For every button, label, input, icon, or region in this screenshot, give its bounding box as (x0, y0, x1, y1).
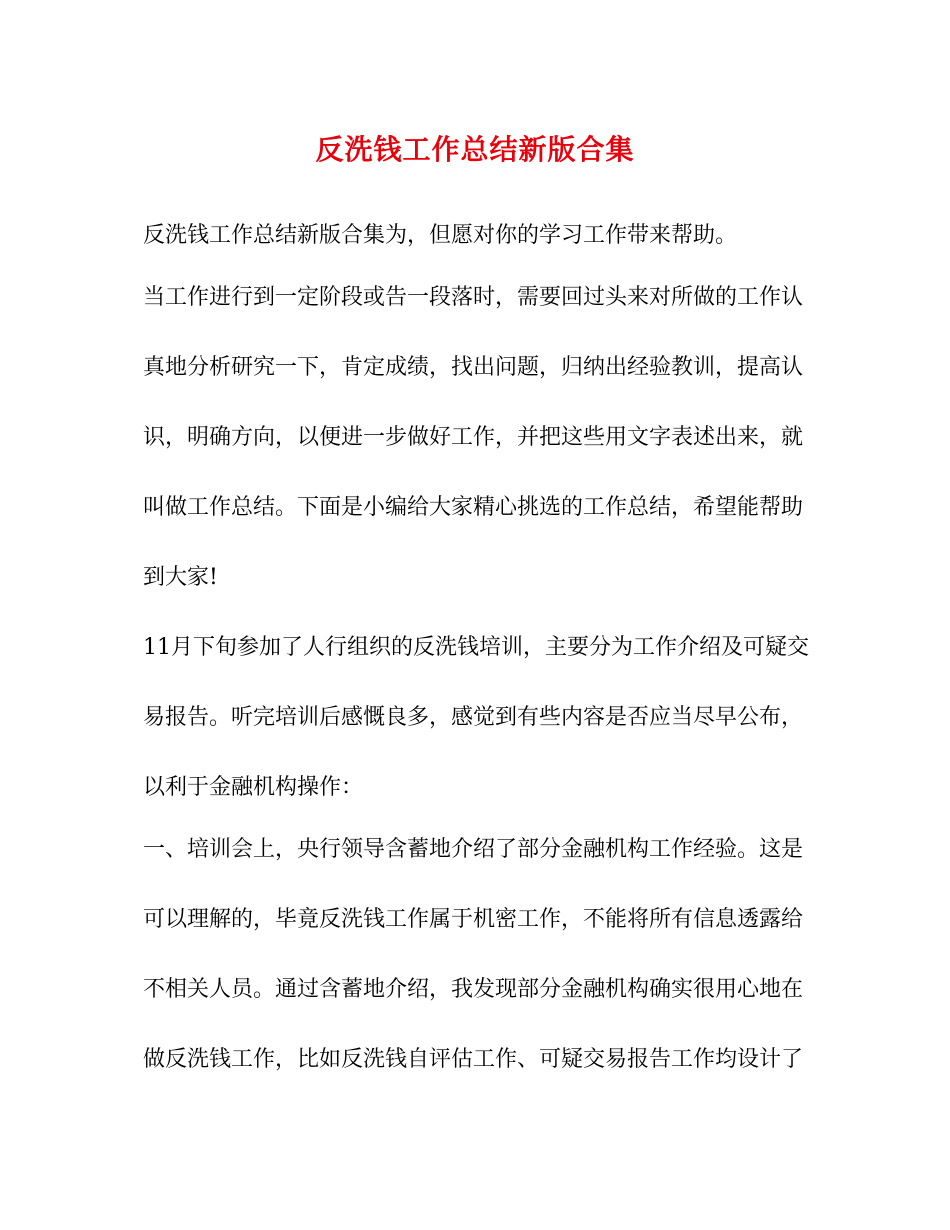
body-line: 识，明确方向，以便进一步做好工作，并把这些用文字表述出来，就 (143, 425, 804, 450)
body-line: 可以理解的，毕竟反洗钱工作属于机密工作，不能将所有信息透露给 (143, 907, 804, 932)
body-line: 真地分析研究一下，肯定成绩，找出问题，归纳出经验教训，提高认 (143, 355, 804, 380)
body-line: 做反洗钱工作，比如反洗钱自评估工作、可疑交易报告工作均设计了 (143, 1047, 804, 1072)
body-line: 一、培训会上，央行领导含蓄地介绍了部分金融机构工作经验。这是 (143, 837, 804, 862)
body-line-intro: 反洗钱工作总结新版合集为，但愿对你的学习工作带来帮助。 (143, 223, 738, 248)
document-title: 反洗钱工作总结新版合集 (315, 133, 635, 166)
body-line: 叫做工作总结。下面是小编给大家精心挑选的工作总结，希望能帮助 (143, 495, 804, 520)
body-line: 到大家! (143, 565, 218, 590)
body-line: 易报告。听完培训后感慨良多，感觉到有些内容是否应当尽早公布， (143, 705, 804, 730)
body-line: 以利于金融机构操作： (143, 775, 364, 800)
body-line: 当工作进行到一定阶段或告一段落时，需要回过头来对所做的工作认 (143, 285, 804, 310)
body-line: 11月下旬参加了人行组织的反洗钱培训，主要分为工作介绍及可疑交 (143, 635, 809, 660)
body-line: 不相关人员。通过含蓄地介绍，我发现部分金融机构确实很用心地在 (143, 977, 804, 1002)
